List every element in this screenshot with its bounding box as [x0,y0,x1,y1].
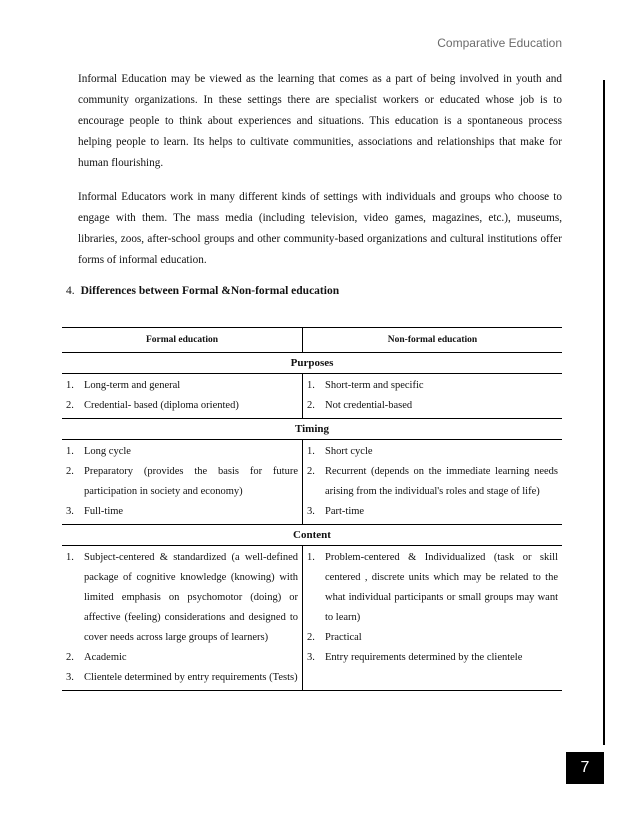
section-label-content: Content [62,525,562,546]
list-item-text: Problem-centered & Individualized (task or skill centered , discrete units which may be related to the what individual participants or small groups may want to learn) [325,552,558,623]
cell-formal-content [62,546,303,691]
section-title: Differences between Formal &Non-formal education [80,285,340,297]
list-item-number: 1. [307,446,315,457]
list-item [307,442,558,462]
list-item [307,502,558,522]
list-item-number: 2. [307,632,315,643]
running-header: Comparative Education [437,36,562,50]
list-item [307,396,558,416]
list-item-number: 2. [66,400,74,411]
column-header-nonformal: Non-formal education [303,328,563,353]
cell-nonformal-purposes [303,374,563,419]
comparison-table [62,327,562,691]
section-heading [66,285,339,297]
section-label-purposes: Purposes [62,353,562,374]
list-item-number: 3. [307,506,315,517]
column-header-formal: Formal education [62,328,303,353]
list-item-number: 3. [307,652,315,663]
list-item-number: 1. [66,446,74,457]
table-row-purposes [62,374,562,419]
list-item-text: Credential- based (diploma oriented) [84,400,239,411]
list-item-number: 1. [307,380,315,391]
margin-rule [603,80,605,745]
list-item-number: 2. [66,466,74,477]
cell-nonformal-timing [303,440,563,525]
list-item-text: Recurrent (depends on the immediate learning needs arising from the individual's roles and stage of life) [325,466,558,497]
list-item [66,376,298,396]
list-item-text: Not credential-based [325,400,413,411]
list-item [66,668,298,688]
list-item-text: Entry requirements determined by the clientele [325,652,523,663]
list-item-text: Clientele determined by entry requirements (Tests) [84,672,298,683]
list-item-number: 3. [66,506,74,517]
section-row-purposes [62,353,562,374]
list-item-text: Subject-centered & standardized (a well-defined package of cognitive knowledge (knowing) with limited emphasis on psychomotor (doing) or affective (feeling) considerations and designed to cover needs across large groups of learners) [84,552,298,643]
list-item-text: Short-term and specific [325,380,424,391]
list-item-text: Practical [325,632,362,643]
list-item [307,462,558,502]
list-item [66,396,298,416]
list-item [307,376,558,396]
list-item-text: Preparatory (provides the basis for future participation in society and economy) [84,466,298,497]
list-item [307,628,558,648]
list-item-number: 1. [66,552,74,563]
list-item-number: 2. [66,652,74,663]
list-item [66,442,298,462]
list-item [66,648,298,668]
cell-nonformal-content [303,546,563,691]
paragraph-informal-educators: Informal Educators work in many different kinds of settings with individuals and groups who choose to engage with them. The mass media (including television, video games, magazines, etc.), museums, libraries, zoos, after-school groups and other community-based organizations and cultural institutions offer forms of informal education. [78,191,562,266]
list-item-number: 2. [307,400,315,411]
list-item-text: Part-time [325,506,365,517]
section-number: 4. [66,285,75,297]
page-number: 7 [566,752,604,784]
list-item-number: 2. [307,466,315,477]
list-item-number: 1. [307,552,315,563]
list-item [66,462,298,502]
list-item-text: Long-term and general [84,380,181,391]
list-item-text: Academic [84,652,127,663]
list-item [66,548,298,648]
list-item-number: 3. [66,672,74,683]
table-header-row [62,328,562,353]
list-item [307,648,558,668]
list-item [307,548,558,628]
list-item-text: Full-time [84,506,124,517]
section-row-content [62,525,562,546]
section-row-timing [62,419,562,440]
list-item-number: 1. [66,380,74,391]
table-row-content [62,546,562,691]
list-item-text: Long cycle [84,446,131,457]
table-row-timing [62,440,562,525]
cell-formal-purposes [62,374,303,419]
list-item [66,502,298,522]
list-item-text: Short cycle [325,446,373,457]
section-label-timing: Timing [62,419,562,440]
paragraph-informal-education: Informal Education may be viewed as the learning that comes as a part of being involved in youth and community organizations. In these settings there are specialist workers or educated whose job is to encourage people to think about experiences and situations. This education is a spontaneous process helping people to learn. Its helps to cultivate communities, associations and relationships that make for human flourishing. [78,73,562,169]
cell-formal-timing [62,440,303,525]
